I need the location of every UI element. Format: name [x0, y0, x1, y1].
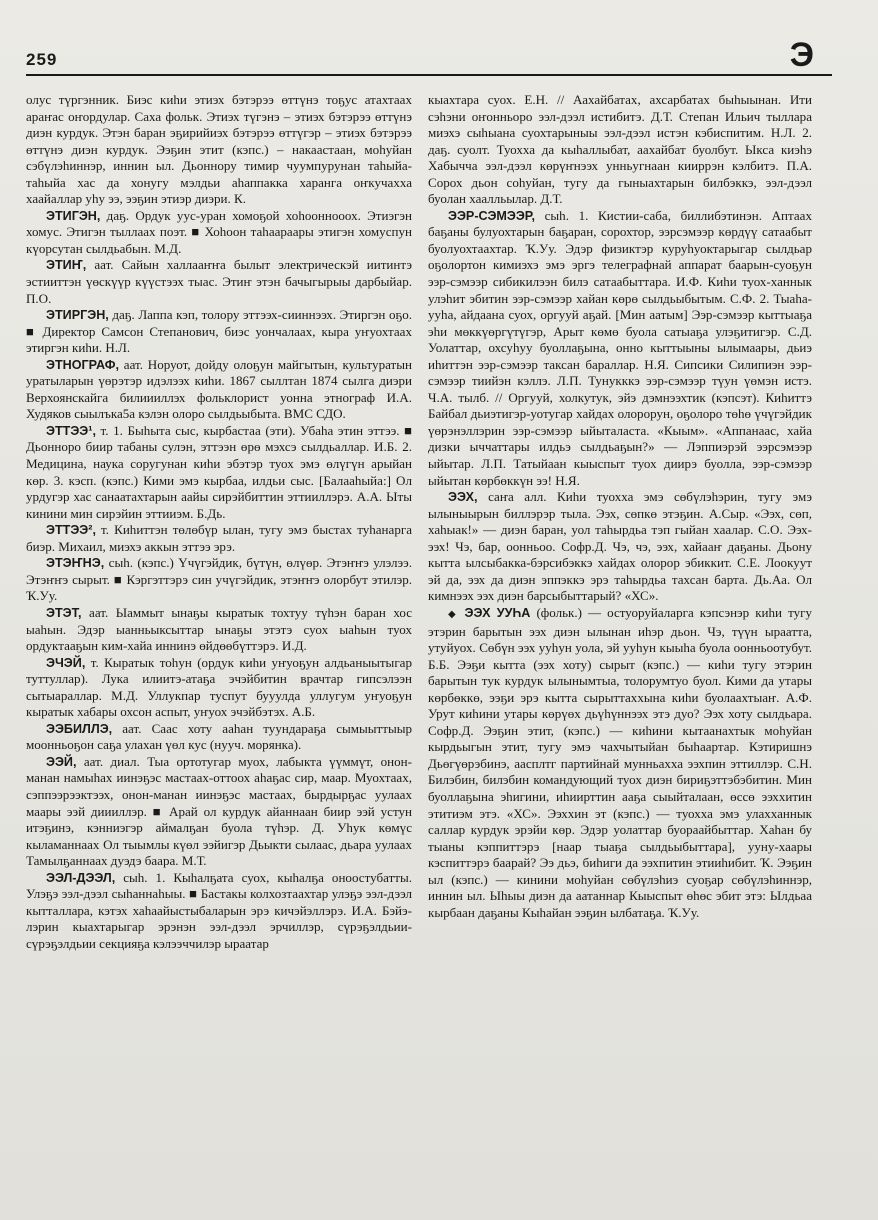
- dictionary-entry: [26, 257, 412, 307]
- header-rule: [26, 74, 832, 76]
- entry-text: сыһ. (кэпс.) Үчүгэйдик, бүтүн, өлүөр. Этэҥҥэ улэлээ. Этэҥҥэ сырыт. ■ Кэргэттэрэ син учүгэйдик, этэҥҥэ олорбут этилэр. Ҡ.Уу.: [26, 555, 412, 604]
- entry-headword: ЭТТЭЭ²,: [46, 523, 96, 538]
- entry-text: т. Киһиттэн төлөбүр ылан, тугу эмэ быстах туһанарга биэр. Михаил, миэхэ аккын эттээ эрэ.: [26, 522, 412, 554]
- dictionary-entry: [428, 489, 812, 605]
- entry-headword: ЭТТЭЭ¹,: [46, 423, 96, 438]
- entry-text: аат. Ыаммыт ынаҕы кыратык тохтуу түһэн баран хос ыаһын. Эдэр ыанньыксыттар ынаҕы этэтэ суох ыаһын туох ордуктааҕын ким-хайа иннинэ өйдөөбүттэрэ. И.Д.: [26, 604, 412, 654]
- dictionary-entry: [428, 208, 812, 489]
- dictionary-entry: [26, 605, 412, 655]
- entry-headword: ЭЭЛ-ДЭЭЛ,: [46, 870, 116, 885]
- entry-text: даҕ. Ордук уус-уран хомоҕой хоһооннооох. Этиэгэн хомус. Этигэн тыллаах поэт. ■ Хоһоон таһаараары этигэн хомуспун күорсутан сылдьабын. М.Д.: [26, 207, 412, 256]
- dictionary-entry: [26, 423, 412, 522]
- entry-text: аат. Норуот, дойду олоҕун майгытын, культуратын уратыларын үөрэтэр идэлээх киһи. 1867 сыллтан 1874 сылга диэри Верхоянскайга билиииллэх фольклорист уонна этнограф И.А. Худяков сыылъка5а кэлэн олоро сылдьыбыта. ВМС СДО.: [26, 356, 412, 422]
- dictionary-entry: [26, 357, 412, 423]
- entry-text: кыахтара суох. Е.Н. // Аахайбатах, ахсарбатах быһыынан. Ити сэһэни оҥонньоро ээл-дээл истибитэ. Д.Т. Степан Ильич тыллара миэхэ сыһыана суохтарыныы ээл-дээл истэн кэбиспитим. Н.Л. 2. даҕ. суолт. Туохха да кыһаллыбат, аахайбат буолбут. Ыкса киэһэ Хабычча ээл-дээл көрүҥнээх унньугнаан кииррэн кэлбитэ. П.А. Сорох дьон соһуйан, тугу да гыныахтарын билбэккэ, ээл-дээл буолан хаалльылар. Д.Т.: [428, 92, 812, 207]
- dictionary-entry: [26, 307, 412, 357]
- entry-text: т. Кыратык тоһун (ордук киһи уҥуоҕун алдьаныытыгар туттуллар). Лука илиитэ-атаҕа эчэйбитин врачтар гипсэлээн сытыараллар. М.Д. Уллукпар туспут бууулда уллугум уҥуоҕун кыратык хабары охсон аспыт, уҥуох эчэйбэтэх. А.Б.: [26, 654, 412, 720]
- entry-headword: ЭЧЭЙ,: [46, 655, 86, 670]
- entry-headword: ЭТИРГЭН,: [46, 308, 109, 323]
- entry-text: саҥа алл. Киһи туохха эмэ сөбүлэһэрин, тугу эмэ ылыныырын биллэрэр тыла. Ээх, сөпкө этэҕин. А.Сыр. «Ээх, сөп, хаһыак!» — диэн баран, уол таһырдьа тэп гыйан хаалар. С.О. Ээх-ээх! Чэ, бар, оонньоо. Софр.Д. Чэ, чэ, ээх, хайааҥ даҕаны. Дьону кытта ылсыбакка-бэрсибэккэ хайдах олорор эбиккит. С.Е. Лоокуут эй да, ээх да диэн эппэккэ эрэ таһырдьа тахсан барта. Дь.Аа. Ол кимнээх ээх диэн барсыбыттарый? «ХС».: [428, 489, 812, 604]
- dictionary-entry: [26, 655, 412, 721]
- entry-text: сыһ. 1. Кыһалҕата суох, кыһалҕа оноостубатты. Улэҕэ ээл-дээл сыһаннаһыы. ■ Бастакы колхозтаахтар улэҕэ ээл-дээл кытталлара, кэтэх хаһаайыстыбаларын эрэ кичэйэллэрэ. И.А. Бэйэлэрин кыахтарыгар эрэнэн ээл-дээл эрчиллэр, сүрэҕэлдьии-сүрэҕэлдьии секцияҕа кэлээччилэр ыраатар: [26, 869, 412, 951]
- dictionary-entry: [428, 92, 812, 208]
- entry-headword: ЭТЭТ,: [46, 605, 82, 620]
- dictionary-entry: [428, 605, 812, 921]
- diamond-marker-icon: ◆: [448, 608, 459, 620]
- entry-text: сыһ. 1. Кистии-саба, биллибэтинэн. Аптаах баҕаны булуохтарын баҕаран, сорохтор, ээрсэмээр көрдүү сатаабыт буолуохтаахтар. Ҡ.Уу. Эдэр физиктэр куруһуоктарыгар сылдьар оҕолортон кимиэхэ эмэ эргэ телеграфнай аппарат баарын-суоҕун ээр-сэмээр сибикилээн билэ сатаабыттара. И.Ф. Киһи туох-ханнык улэһит эбитин ээр-сэмээр хайан көрө сылдьыбытым. С.Ф. 2. Тыаһа-ууһа, айдаана суох, оргууй аҕай. [Мин аатым] Ээр-сэмээр кыттыаҕа эһи мөккүөргүтүгэр, Арыт көмө буола сатыаҕа улэҕитигэр. С.Д. Уолаттар, охсуһуу буоллаҕына, онно кыттыыны ылымаары, дьиэ иһиттэн ээр-сэмээр таксан бараллар. Н.Я. Сипсики Силипиэн ээр-сэмээр тиийэн кэллэ. Л.П. Тунукккэ ээр-сэмээр түун үөмэн истэ. Ч.А. тылб. // Оргууй, холкутук, эйэ дэмнээхтик (кэпсэт). Киһиттэ Байбал дьиэтигэр-уотугар хайдах олорорун, оҕолоро төһө үчүгэйдик үөрэнэллэрин ээр-сэмээр ыйыталаста. «Кыым». «Аппанаас, хайа дизки ыччаттары илдьэ сылдьаҕын?» — Лэппиэрэй ээрсэмээр ыйытар. Л.П. Татыйаан кыыспыт туох диирэ буолла, ээр-сэмээр ыйытан көрбөккүн ээ! Н.Я.: [428, 207, 812, 488]
- entry-headword: ЭТЭҤНЭ,: [46, 556, 105, 571]
- page-number: 259: [26, 50, 58, 69]
- entry-text: олус түргэнник. Биэс киһи этиэх бэтэрээ өттүнэ тоҕус атахтаах араҥас оҥордулар. Саха фольк. Этиэх түгэнэ – этиэх бэтэрээ өттүнэ диэн курдук. Этэн баран эҕирийиэх бэтэрээ өттүгэр – этиэх бэтэрээ өттүнэ диэн курдук. Ээҕин этит (кэпс.) – накаастаан, моһуйан сэбүлэһиннэр, иннин ыл. Дьоннору тимир чуумпурунан таһыйа-таһыйа хас да хонугу мэлдьи аһаппакка харанга оҥкучахха хаайаллар уһу ээ, ээҕин этиэр диэри. К.: [26, 92, 412, 207]
- dictionary-entry: [26, 721, 412, 754]
- entry-headword: ЭЭР-СЭМЭЭР,: [448, 208, 535, 223]
- entry-headword: ЭЭЙ,: [46, 754, 77, 769]
- entry-text: аат. Саас хоту ааһан туундараҕа сымыыттыыр моонньоҕон саҕа улахан үөл кус (нууч. морянка).: [26, 720, 412, 753]
- section-letter: Э: [789, 36, 814, 74]
- entry-text: т. 1. Быһыта сыс, кырбастаа (эти). Убаһа этин эттээ. ■ Дьонноро биир табаны сулэн, эттээн өрө мэхсэ сылдьаллар. И.Б. 2. Медицина, наука соругунан киһи эбэтэр туох эмэ өлүгүн арыйан көр. 3. кэсп. (кэпс.) Кими эмэ кырбаа, илдьи сыс. [Балааһыйа:] Ол урдугэр хас санаатахтарын аайы сирэйбиттин эттииллэрэ. А.А. Ыты кинини мин сирэйин эттииэм. Б.Дь.: [26, 422, 412, 521]
- entry-text: аат. диал. Тыа ортотугар муох, лабыкта үүммүт, онон-манан намыһах иинэҕэс мастаах-оттоох аһаҕас сир, маар. Муохтаах, сэппээрээктээх, онон-манан иинэҕэс мастаах, бырдырҕас уулаах маары ээй диииллэр. ■ Арай ол курдук айаннаан биир ээй устун итэҕинэ, кэнниэгэр аймалҕан буола түһэр. Д. Уһук көмүс кыламаннаах Ол тыымлы күөл ээйигэр Дьыкти сылаас, дьара уулаах Тамылҕаннаах дуэдэ баара. М.Т.: [26, 753, 412, 869]
- entry-headword: ЭЭХ УУҺА: [464, 605, 531, 620]
- entry-headword: ЭТИҤ,: [46, 258, 87, 273]
- entry-text: аат. Сайын халлааҥҥа былыт электрическэй иитинтэ эстииттэн үөскүүр күүстээх тыас. Этиҥ этэн бачыгырыы дарбыйар. П.О.: [26, 257, 412, 306]
- entry-headword: ЭЭБИЛЛЭ,: [46, 721, 113, 736]
- left-column: [26, 92, 412, 952]
- entry-text: (фольк.) — остуоруйаларга кэпсэнэр киһи тугу этэрин барытын ээх диэн ылынан иһэр дьон. Чэ, түүн ыраатта, утуйуох. Сөбүн ээх ууһун уола, эй ууһун кыыһа буола оонньоотубут. Б.Б. Ээҕи кытта (ээх хоту) сырыт (кэпс.) — киһи тугу этэрин барытын тук курдук ылынымтыа, толорумтуо буол. Кими да утары көрбөккө, ээҕи эрэ кытта сырыттаххына киһи буолаахтыаҥ. А.Ф. Урут киһини утары көрүөх дьүһүннээх этэ дуо? Ээх хоту сылдьара. Софр.Д. Ээҕин этит, (кэпс.) — киһини кытаанахтык моһуйан кырдьыгын этит, тугу эмэ чахчытыйан быһаартар. Кэтиришнэ Дьөгүөрэбинэ, аасплтг партийнай мунньахха ээхпин эттиллэр. С.Н. Билэбин, билэбин командующий туох диэн бириҕэттэбэбитин. Мин буоллаҕына эһигини, иһиирттин ааҕа сыыйталаан, өссө ээххитин этитиэм этэ. «ХС». Ээххин эт (кэпс.) — туохха эмэ улахханнык саллар курдук эрэйи көр. Эдэр уолаттар буораайбыттар. Хаһан бу тыаны кэппиттэрэ [наар тыаҕа сылдьыбыттара], ууну-хаары кэспиттэрэ баарай? Ээ дьэ, биһиги да ээхпитин этииһибит. Ҡ. Ээҕин ыл (кэпс.) — кинини моһуйан сөбүлэһиэ суоҕар сөбүлэһиннэр, иннин ыл. Ыһыы диэн да аатаннар Кыыспыт өһөс эбит этэ: Ылдьаа кырбаан даҕаны Кыһайан ээҕин ылбатаҕа. Ҡ.Уу.: [428, 604, 812, 920]
- entry-text: даҕ. Лаппа кэп, толору эттээх-сииннээх. Этиргэн оҕо. ■ Директор Самсон Степанович, биэс уончалаах, кыра уҥуохтаах этиргэн киһи. Н.Л.: [26, 307, 412, 356]
- right-column: [428, 92, 812, 921]
- dictionary-entry: [26, 754, 412, 870]
- dictionary-entry: [26, 522, 412, 555]
- dictionary-entry: [26, 870, 412, 953]
- dictionary-entry: [26, 92, 412, 208]
- dictionary-entry: [26, 208, 412, 258]
- entry-headword: ЭТИГЭН,: [46, 208, 101, 223]
- entry-headword: ЭТНОГРАФ,: [46, 357, 120, 372]
- dictionary-entry: [26, 555, 412, 605]
- entry-headword: ЭЭХ,: [448, 490, 478, 505]
